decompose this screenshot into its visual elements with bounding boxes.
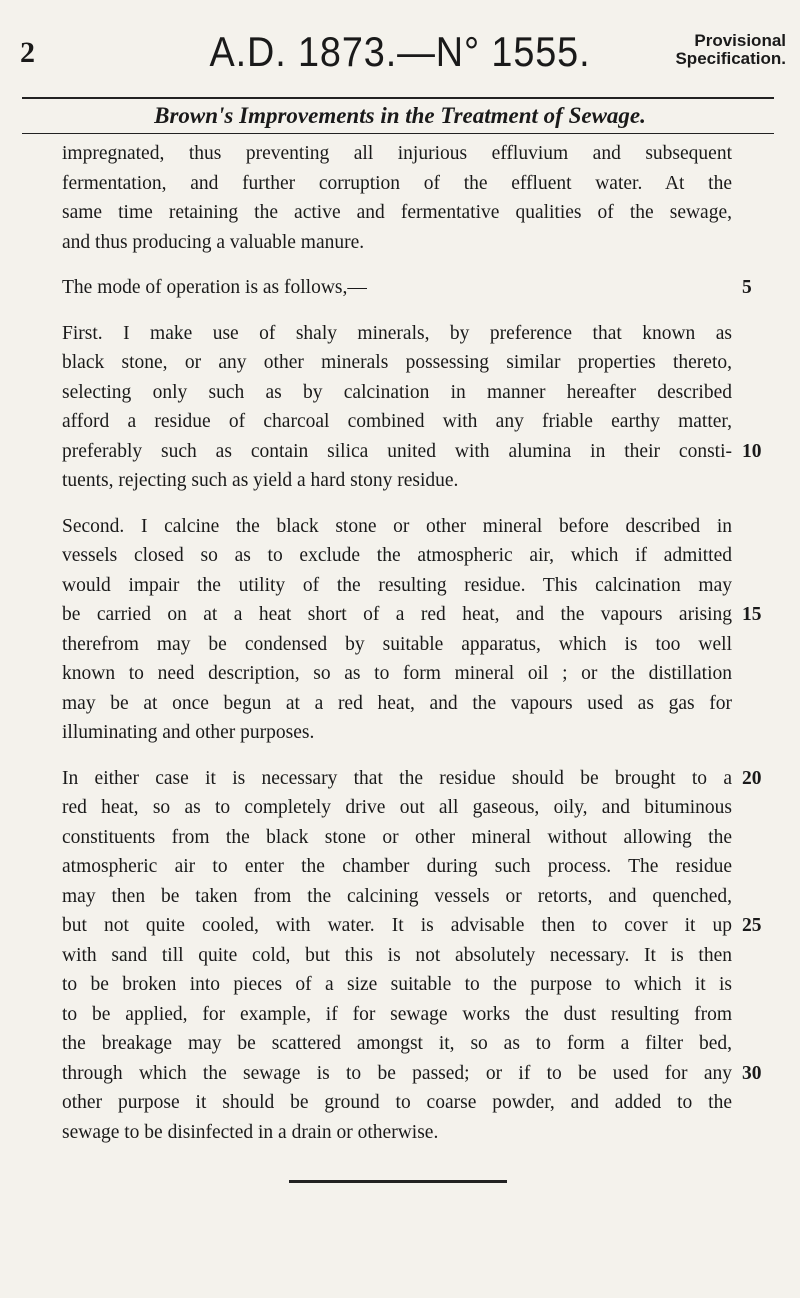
text-line [62, 378, 732, 408]
text-line [62, 407, 732, 437]
text-line [62, 169, 732, 199]
line-text: the breakage may be scattered amongst it, so as to form a filter bed, [62, 1033, 732, 1054]
text-line [62, 571, 732, 601]
header-rule [22, 97, 774, 99]
line-text: preferably such as contain silica united with alumina in their consti- [62, 440, 732, 462]
line-text: may then be taken from the calcining vessels or retorts, and quenched, [62, 885, 732, 907]
paragraph [62, 139, 732, 257]
text-line [62, 718, 732, 748]
text-line [62, 689, 732, 719]
line-text: known to need description, so as to form mineral oil ; or the distillation [62, 663, 732, 684]
line-text: impregnated, thus preventing all injurious effluvium and subsequent [62, 143, 732, 164]
line-text: fermentation, and further corruption of the effluent water. At the [62, 172, 732, 194]
line-text: with sand till quite cold, but this is not absolutely necessary. It is then [62, 944, 732, 966]
line-text: atmospheric air to enter the chamber during such process. The residue [62, 856, 732, 877]
line-text: but not quite cooled, with water. It is advisable then to cover it up [62, 915, 732, 936]
paragraph [62, 512, 762, 748]
line-text: Second. I calcine the black stone or other mineral before described in [62, 515, 732, 537]
running-title: Brown's Improvements in the Treatment of Sewage. [154, 103, 646, 128]
page-title: A.D. 1873.—N° 1555. [209, 28, 591, 75]
end-rule [289, 1180, 507, 1183]
text-line [62, 1059, 762, 1089]
line-text: The mode of operation is as follows,— [62, 277, 367, 298]
text-line [62, 1000, 732, 1030]
specification-label [675, 32, 786, 68]
text-line [62, 198, 732, 228]
line-text: illuminating and other purposes. [62, 722, 315, 743]
line-text: to be applied, for example, if for sewage works the dust resulting from [62, 1003, 732, 1025]
line-text: same time retaining the active and fermentative qualities of the sewage, [62, 202, 732, 223]
line-text: through which the sewage is to be passed; or if to be used for any [62, 1062, 732, 1084]
paragraph [62, 319, 762, 496]
text-line [62, 228, 732, 258]
line-text: First. I make use of shaly minerals, by preference that known as [62, 322, 732, 344]
line-text: be carried on at a heat short of a red heat, and the vapours arising [62, 604, 732, 625]
line-text: In either case it is necessary that the residue should be brought to a [62, 767, 732, 789]
paragraph [62, 764, 762, 1148]
text-line [62, 852, 732, 882]
line-text: black stone, or any other minerals possessing similar properties thereto, [62, 352, 732, 373]
text-line [62, 1088, 732, 1118]
text-line [62, 1118, 732, 1148]
text-line [62, 941, 732, 971]
line-text: constituents from the black stone or other mineral without allowing the [62, 826, 732, 848]
line-text: vessels closed so as to exclude the atmospheric air, which if admitted [62, 545, 732, 566]
text-line [62, 882, 732, 912]
text-line [62, 630, 732, 660]
line-text: would impair the utility of the resulting residue. This calcination may [62, 574, 732, 596]
page-number: 2 [20, 36, 35, 69]
paragraph [62, 273, 752, 303]
text-line [62, 600, 762, 630]
text-line [62, 823, 732, 853]
text-line [62, 273, 752, 303]
text-line [62, 911, 762, 941]
text-line [62, 466, 732, 496]
line-text: sewage to be disinfected in a drain or otherwise. [62, 1121, 439, 1143]
text-line [62, 970, 732, 1000]
text-line [62, 793, 732, 823]
document-body [62, 139, 762, 1163]
text-line [62, 764, 762, 794]
text-line [62, 437, 762, 467]
line-number: 30 [742, 1062, 762, 1084]
line-text: and thus producing a valuable manure. [62, 231, 365, 253]
text-line [62, 659, 732, 689]
line-number: 5 [742, 277, 752, 298]
line-text: to be broken into pieces of a size suitable to the purpose to which it is [62, 974, 732, 995]
text-line [62, 512, 732, 542]
subtitle-rule [22, 133, 774, 134]
line-text: may be at once begun at a red heat, and the vapours used as gas for [62, 692, 732, 714]
text-line [62, 348, 732, 378]
line-number: 20 [742, 767, 762, 789]
text-line [62, 1029, 732, 1059]
line-text: other purpose it should be ground to coarse powder, and added to the [62, 1092, 732, 1113]
page-header [0, 28, 800, 88]
text-line [62, 541, 732, 571]
line-text: afford a residue of charcoal combined with any friable earthy matter, [62, 411, 732, 432]
text-line [62, 139, 732, 169]
line-text: tuents, rejecting such as yield a hard stony residue. [62, 470, 459, 491]
line-number: 15 [742, 604, 762, 625]
line-text: selecting only such as by calcination in manner hereafter described [62, 381, 732, 403]
line-number: 10 [742, 440, 762, 462]
specification-text: Specification. [675, 49, 786, 68]
line-number: 25 [742, 915, 762, 936]
line-text: red heat, so as to completely drive out all gaseous, oily, and bituminous [62, 797, 732, 818]
provisional-text: Provisional [694, 31, 786, 50]
text-line [62, 319, 732, 349]
line-text: therefrom may be condensed by suitable apparatus, which is too well [62, 633, 732, 655]
